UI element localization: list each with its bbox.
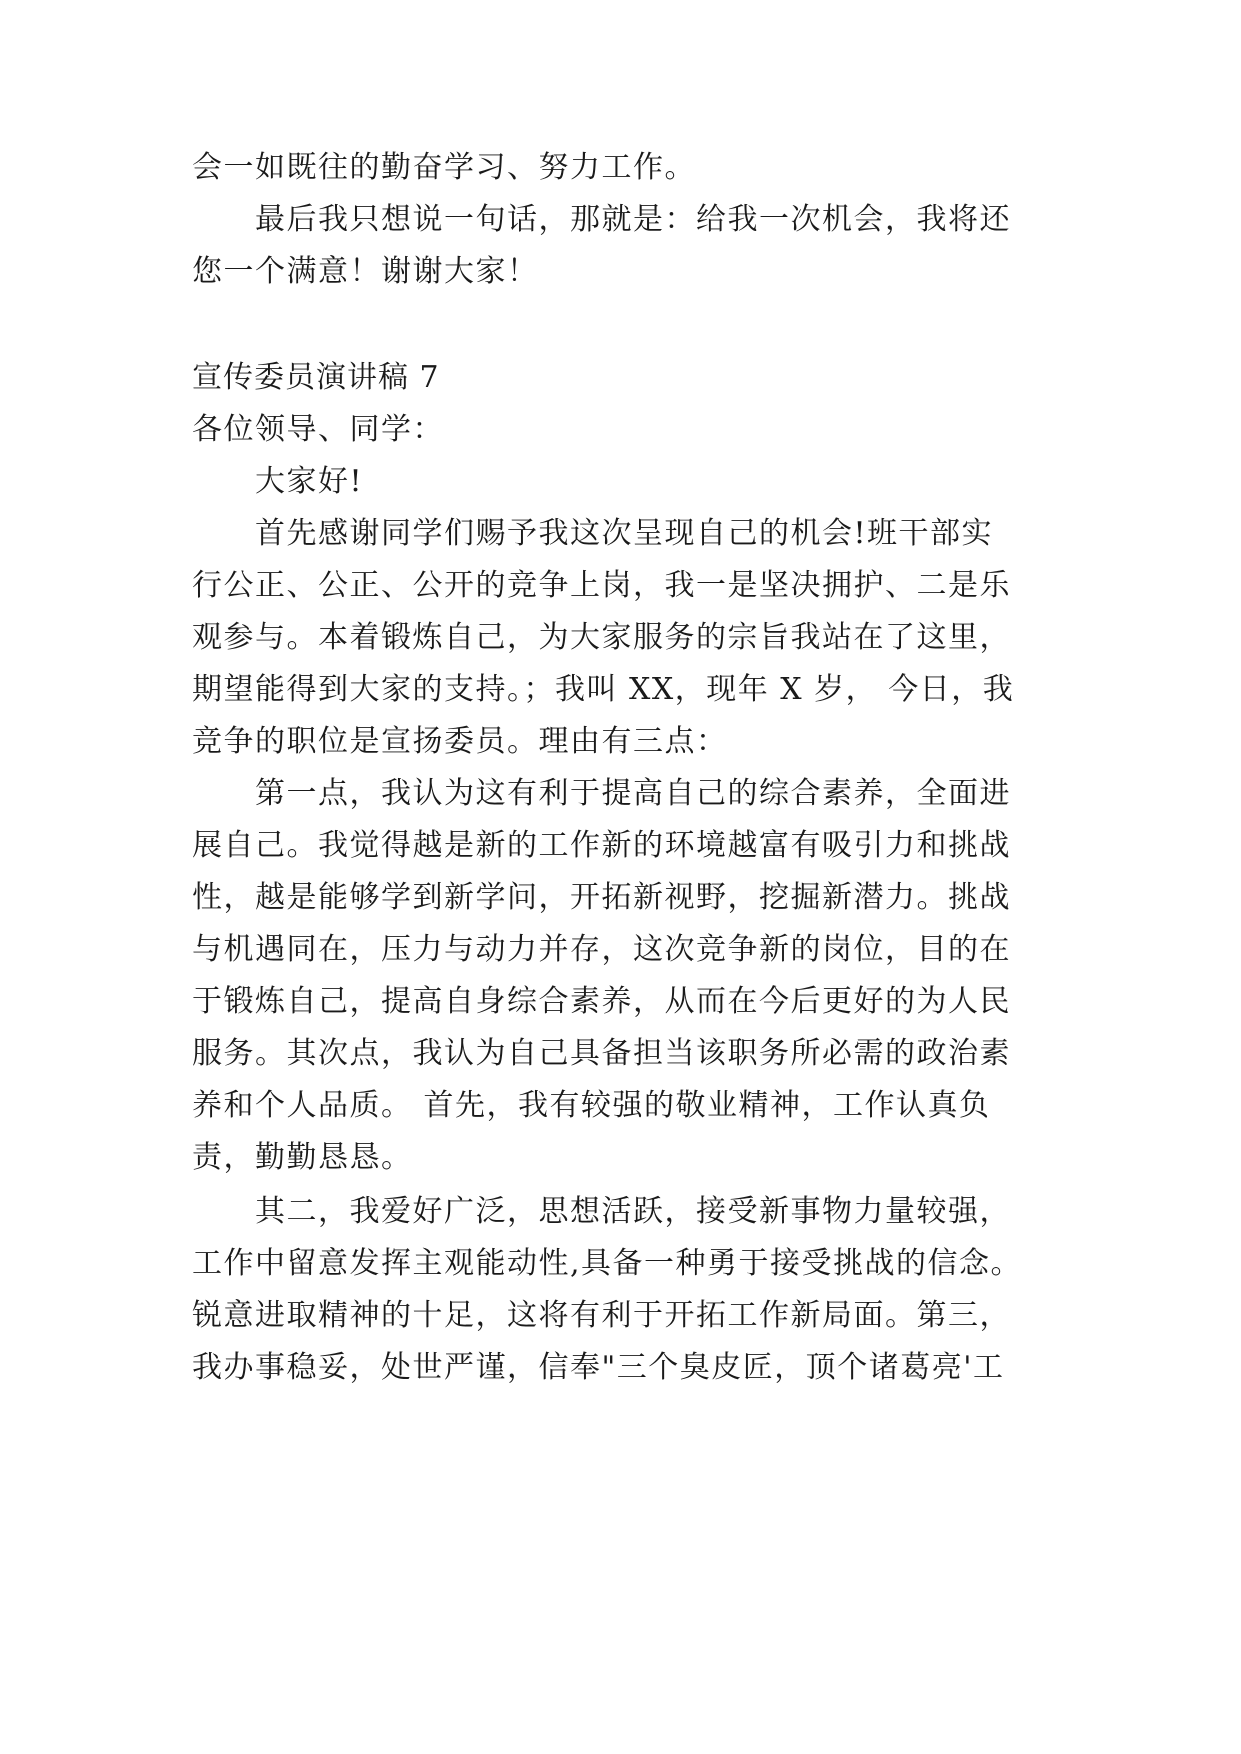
text-line: 期望能得到大家的支持。；我叫 XX，现年 X 岁， 今日，我 xyxy=(192,672,1015,707)
text-line: 于锻炼自己，提高自身综合素养，从而在今后更好的为人民 xyxy=(192,984,1011,1019)
text-line: 行公正、公正、公开的竞争上岗，我一是坚决拥护、二是乐 xyxy=(192,568,1011,603)
text-line: 首先感谢同学们赐予我这次呈现自己的机会!班干部实 xyxy=(255,516,994,551)
text-line: 我办事稳妥，处世严谨，信奉"三个臭皮匠，顶个诸葛亮'工 xyxy=(192,1350,1005,1385)
text-line: 第一点，我认为这有利于提高自己的综合素养，全面进 xyxy=(255,776,1011,811)
text-line: 锐意进取精神的十足，这将有利于开拓工作新局面。第三， xyxy=(192,1298,1011,1333)
text-line: 竞争的职位是宣扬委员。理由有三点： xyxy=(192,724,728,759)
text-line: 您一个满意！谢谢大家！ xyxy=(192,254,539,289)
text-line: 养和个人品质。 首先，我有较强的敬业精神，工作认真负 xyxy=(192,1088,991,1123)
text-line: 性，越是能够学到新学问，开拓新视野，挖掘新潜力。挑战 xyxy=(192,880,1011,915)
text-line: 服务。其次点，我认为自己具备担当该职务所必需的政治素 xyxy=(192,1036,1011,1071)
text-line: 责，勤勤恳恳。 xyxy=(192,1140,413,1175)
section-title: 宣传委员演讲稿 7 xyxy=(192,360,440,395)
text-line: 会一如既往的勤奋学习、努力工作。 xyxy=(192,150,696,185)
text-line: 大家好! xyxy=(255,464,364,499)
text-line: 其二，我爱好广泛，思想活跃，接受新事物力量较强， xyxy=(255,1194,1011,1229)
text-line: 最后我只想说一句话，那就是：给我一次机会，我将还 xyxy=(255,202,1011,237)
text-line: 与机遇同在，压力与动力并存，这次竞争新的岗位，目的在 xyxy=(192,932,1011,967)
salutation: 各位领导、同学： xyxy=(192,412,444,447)
text-line: 展自己。我觉得越是新的工作新的环境越富有吸引力和挑战 xyxy=(192,828,1011,863)
text-line: 观参与。本着锻炼自己，为大家服务的宗旨我站在了这里， xyxy=(192,620,1011,655)
text-line: 工作中留意发挥主观能动性,具备一种勇于接受挑战的信念。 xyxy=(192,1246,1023,1281)
